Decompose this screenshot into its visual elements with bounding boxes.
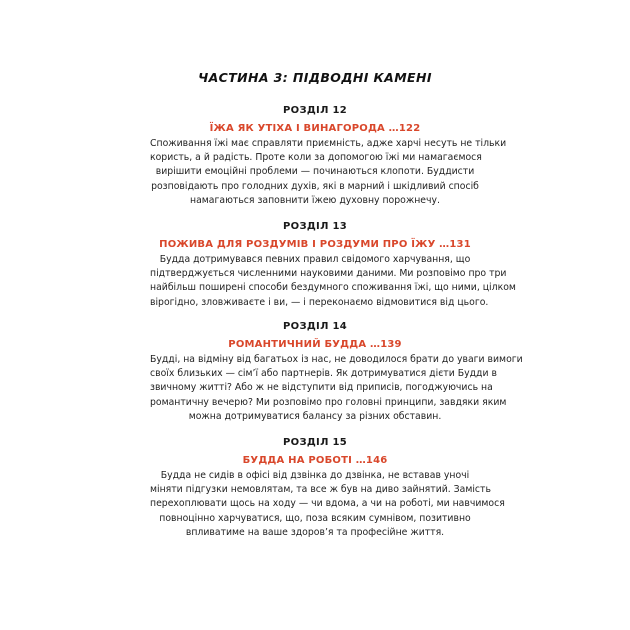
description-line: можна дотримуватися балансу за різних обставин.: [188, 410, 442, 422]
chapter-description: [150, 469, 505, 540]
chapter-label: РОЗДІЛ 12: [283, 105, 347, 116]
description-line: вірогідно, зловживаєте і ви, — і переконаємо відмовитися від цього.: [150, 296, 489, 308]
description-line: вирішити емоційні проблеми — починаються клопоти. Буддисти: [155, 166, 475, 178]
description-line: намагаються заповнити їжею духовну порожнечу.: [190, 194, 440, 206]
chapter-title: РОМАНТИЧНИЙ БУДДА …139: [228, 339, 402, 350]
chapter-title: ПОЖИВА ДЛЯ РОЗДУМІВ І РОЗДУМИ ПРО ЇЖУ …131: [159, 239, 471, 250]
description-line: своїх близьких — сім’ї або партнерів. Як дотримуватися дієти Будди в: [150, 368, 497, 380]
chapter-description: [150, 137, 507, 208]
description-line: впливатиме на ваше здоров’я та професійне життя.: [185, 526, 445, 538]
description-line: Будда не сидів в офісі від дзвінка до дзвінка, не вставав уночі: [160, 470, 470, 481]
description-line: перехоплювати щось на ходу — чи вдома, а чи на роботі, ми навчимося: [150, 498, 505, 510]
chapter-description: [150, 353, 523, 424]
description-line: користь, а й радість. Проте коли за допомогою їжі ми намагаємося: [150, 152, 482, 164]
description-line: розповідають про голодних духів, які в марний і шкідливий спосіб: [151, 180, 479, 192]
description-line: Будді, на відміну від багатьох із нас, не доводилося брати до уваги вимоги: [150, 354, 523, 365]
description-line: повноцінно харчуватися, що, поза всяким сумнівом, позитивно: [159, 512, 471, 524]
description-line: звичному житті? Або ж не відступити від приписів, погоджуючись на: [150, 382, 493, 394]
chapter-section: [150, 320, 523, 424]
description-line: підтверджується численними науковими даними. Ми розповімо про три: [150, 268, 507, 280]
part-title: ЧАСТИНА 3: ПІДВОДНІ КАМЕНІ: [198, 70, 432, 85]
description-line: романтичну вечерю? Ми розповімо про головні принципи, завдяки яким: [150, 396, 507, 408]
chapter-description: [150, 253, 516, 310]
chapter-label: РОЗДІЛ 15: [283, 437, 347, 448]
chapter-section: [150, 436, 505, 540]
description-line: найбільш поширені способи бездумного споживання їжі, що ними, цілком: [150, 282, 516, 294]
description-line: Будда дотримувався певних правил свідомого харчування, що: [159, 254, 471, 265]
chapter-label: РОЗДІЛ 14: [283, 321, 347, 332]
chapter-label: РОЗДІЛ 13: [283, 221, 347, 232]
chapter-title: БУДДА НА РОБОТІ …146: [242, 455, 388, 466]
description-line: Споживання їжі має справляти приємність, адже харчі несуть не тільки: [150, 138, 507, 149]
chapter-title: ЇЖА ЯК УТІХА І ВИНАГОРОДА …122: [209, 123, 421, 134]
chapter-section: [150, 104, 507, 208]
chapter-section: [150, 220, 516, 310]
description-line: міняти підгузки немовлятам, та все ж був на диво зайнятий. Замість: [150, 484, 491, 496]
